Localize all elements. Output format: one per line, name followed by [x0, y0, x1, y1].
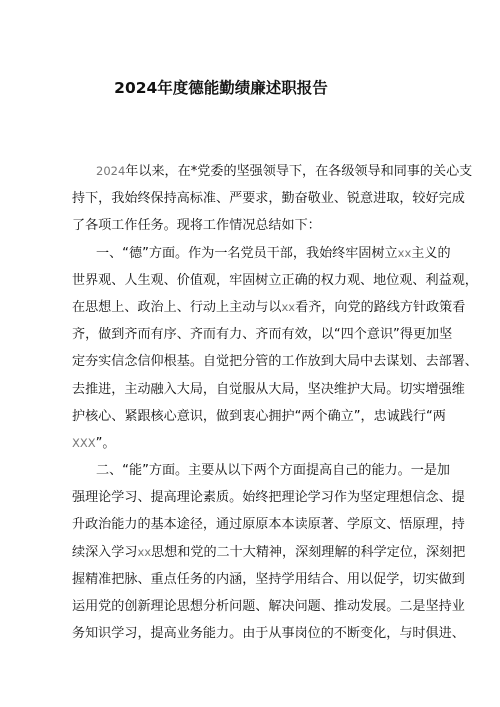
document-title: 2024年度德能勤绩廉述职报告: [114, 79, 328, 97]
body-line: 定夯实信念信仰根基。自觉把分管的工作放到大局中去谋划、去部署、: [72, 354, 478, 370]
body-line: XXX”。: [72, 435, 116, 451]
body-line: 二、“能”方面。主要从以下两个方面提高自己的能力。一是加: [96, 463, 451, 479]
body-line-text: 年以来，在*党委的坚强领导下，在各级领导和同事的关心支: [125, 164, 473, 179]
body-line: 齐，做到齐而有序、齐而有力、齐而有效，以“四个意识”得更加坚: [72, 327, 453, 343]
body-line: 世界观、人生观、价值观，牢固树立正确的权力观、地位观、利益观，: [72, 272, 478, 288]
year-prefix: 2024: [96, 164, 126, 178]
body-line: 升政治能力的基本途径，通过原原本本读原著、学原文、悟原理，持: [72, 517, 465, 533]
body-line: 持下，我始终保持高标准、严要求，勤奋敬业、锐意进取，较好完成: [72, 191, 465, 207]
body-line: 握精准把脉、重点任务的内涵，坚持学用结合、用以促学，切实做到: [72, 571, 465, 587]
placeholder-text: xx: [137, 544, 152, 559]
body-line: 务知识学习，提高业务能力。由于从事岗位的不断变化，与时俱进、: [72, 626, 465, 642]
body-line: 去推进，主动融入大局，自觉服从大局，坚决维护大局。切实增强维: [72, 381, 465, 397]
body-line: 续深入学习xx思想和党的二十大精神，深刻理解的科学定位，深刻把: [72, 544, 466, 560]
body-line: 强理论学习、提高理论素质。始终把理论学习作为坚定理想信念、提: [72, 490, 465, 506]
document-body: [72, 158, 478, 647]
body-line: [72, 158, 473, 185]
body-line: 一、“德”方面。作为一名党员干部，我始终牢固树立xx主义的: [96, 245, 451, 261]
body-line: 运用党的创新理论思想分析问题、解决问题、推动发展。二是坚持业: [72, 599, 465, 614]
placeholder-text: xx: [281, 299, 296, 314]
placeholder-text: XXX: [72, 435, 96, 450]
body-line: 在思想上、政治上、行动上主动与以xx看齐，向党的路线方针政策看: [72, 299, 466, 315]
body-line: 护核心、紧跟核心意识，做到衷心拥护“两个确立”，忠诚践行“两: [72, 408, 446, 424]
placeholder-text: xx: [397, 245, 412, 260]
body-line: 了各项工作任务。现将工作情况总结如下：: [72, 218, 321, 234]
